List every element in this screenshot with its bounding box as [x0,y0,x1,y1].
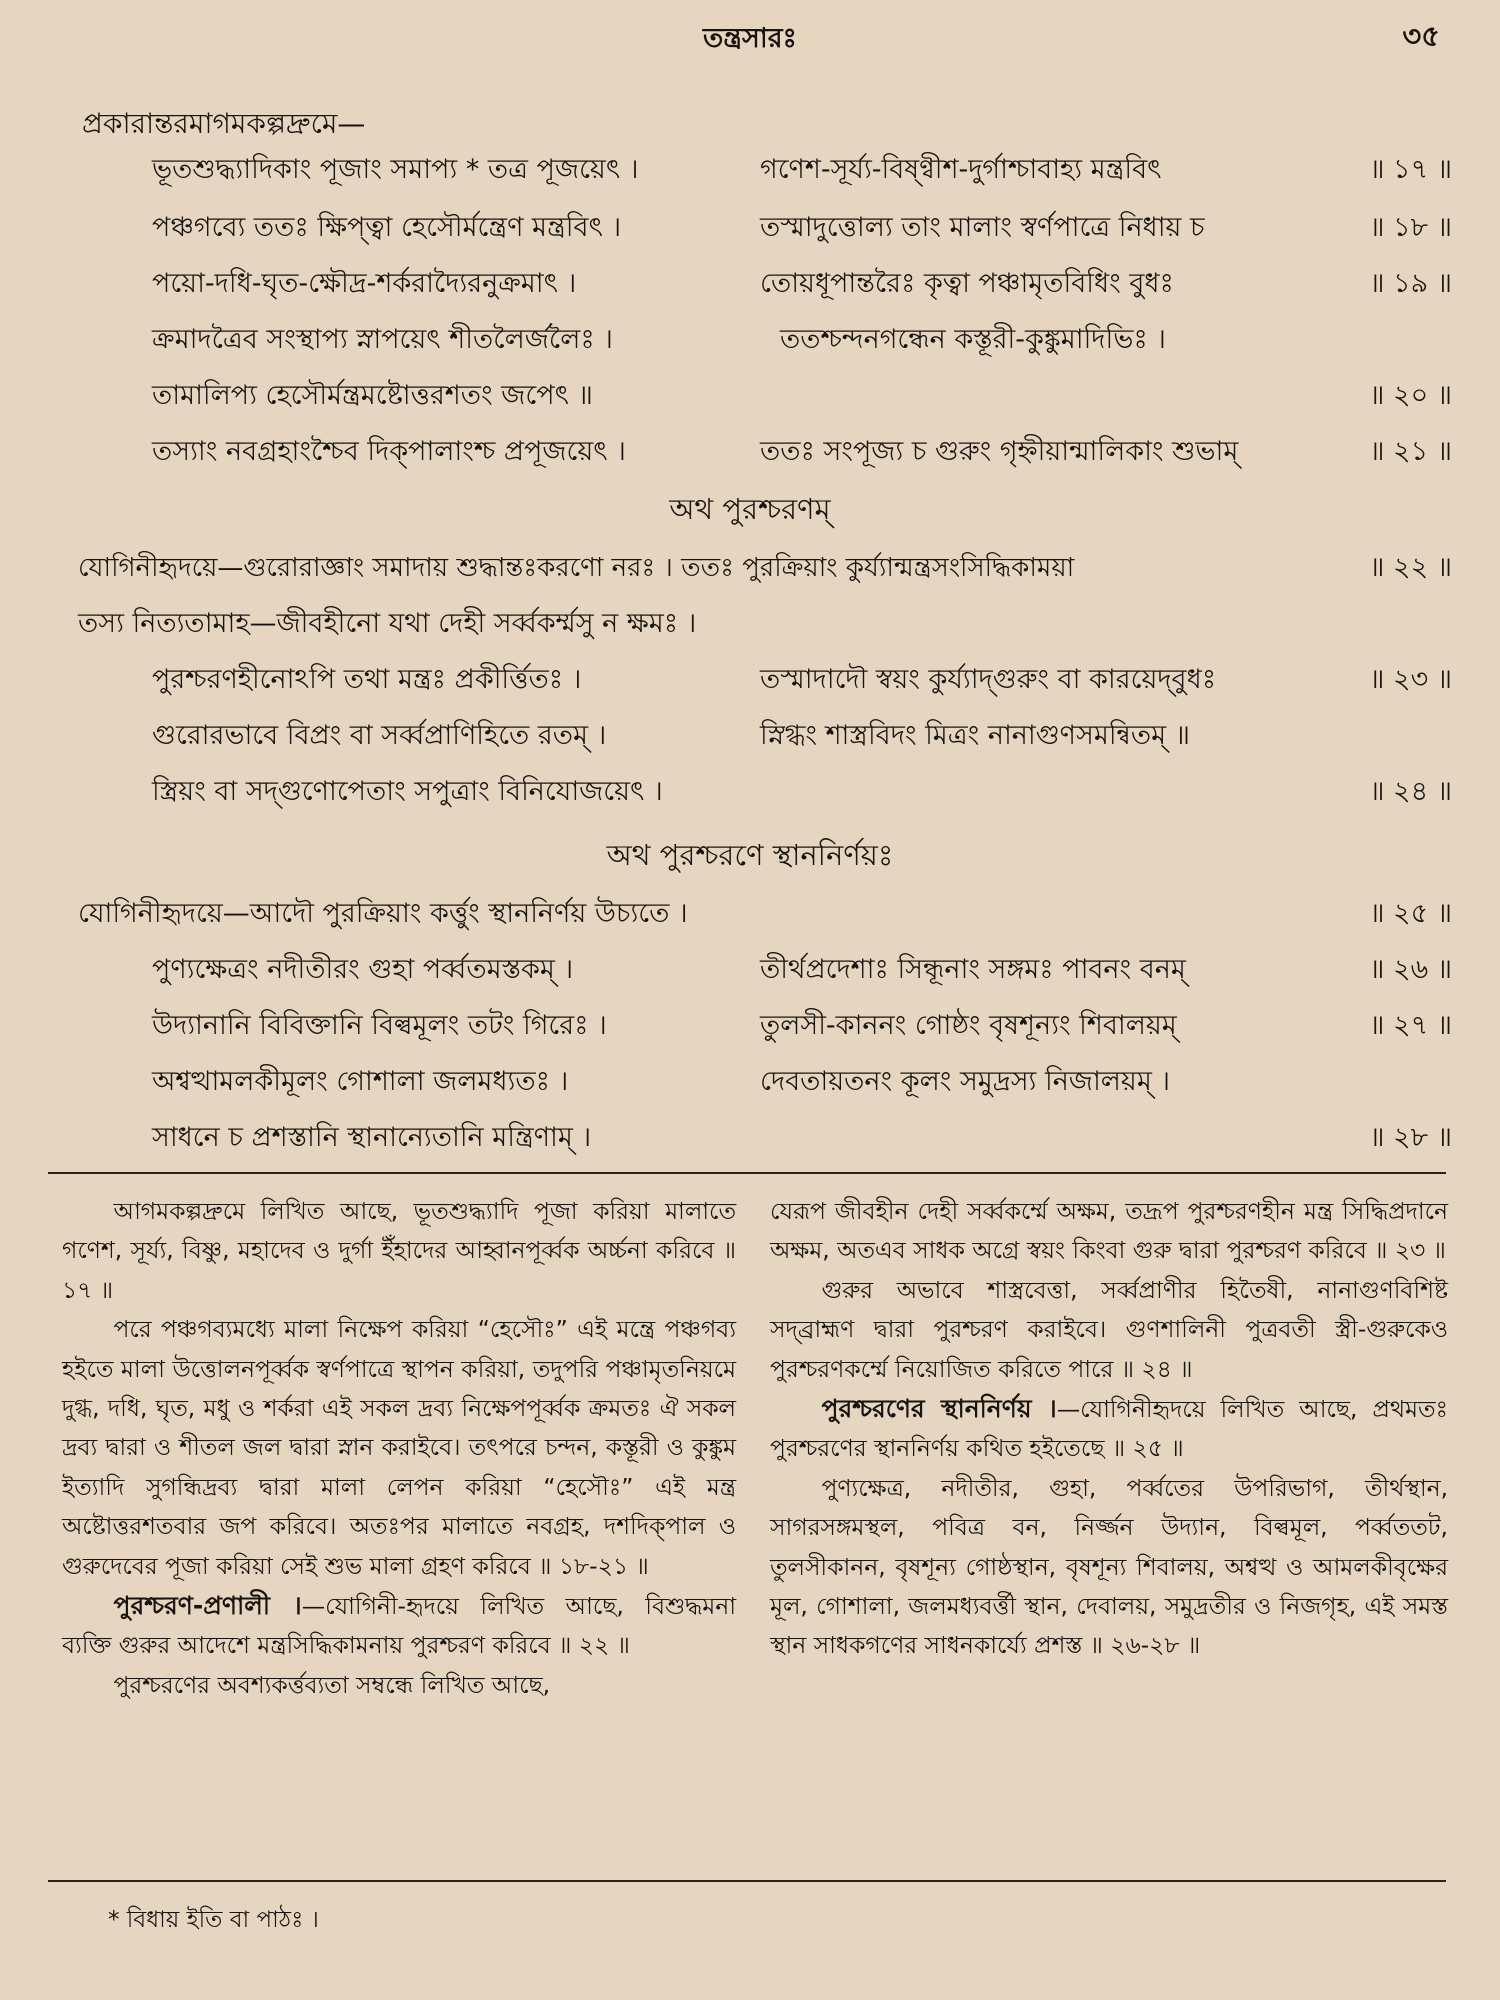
verse-number: ॥ ২০ ॥ [1369,380,1452,411]
verse-half-b: তস্মাদুত্তোল্য তাং মালাং স্বর্ণপাত্রে নিধায় চ [760,212,1205,243]
commentary-paragraph: পরে পঞ্চগব্যমধ্যে মালা নিক্ষেপ করিয়া “হেসৌঃ” এই মন্ত্রে পঞ্চগব্য হইতে মালা উত্তোলনপূর্ব্বক স্বর্ণপাত্রে স্থাপন করিয়া, তদুপরি পঞ্চামৃতনিয়মে দুগ্ধ, দধি, ঘৃত, মধু ও শর্করা এই সকল দ্রব্য নিক্ষেপপূর্ব্বক ক্রমতঃ ঐ সকল দ্রব্য দ্বারা ও শীতল জল দ্বারা স্নান করাইবে। তৎপরে চন্দন, কস্তূরী ও কুঙ্কুম ইত্যাদি সুগন্ধিদ্রব্য দ্বারা মালা লেপন করিয়া “হেসৌঃ” এই মন্ত্র অষ্টোত্তরশতবার জপ করিবে। অতঃপর মালাতে নবগ্রহ, দশদিক্‌পাল ও গুরুদেবের পূজা করিয়া সেই শুভ মালা গ্রহণ করিবে ॥ ১৮-২১ ॥ [62,1315,736,1580]
verse-half-a: উদ্যানানি বিবিক্তানি বিল্বমূলং তটং গিরেঃ । [152,1010,607,1041]
intro-line: প্রকারান্তরমাগমকল্পদ্রুমে— [82,107,366,140]
verse-half-b: তুলসী-কাননং গোষ্ঠং বৃষশূন্যং শিবালয়ম্‌ [760,1010,1177,1041]
verse-line: তস্য নিত্যতামাহ—জীবহীনো যথা দেহী সর্ব্বকর্ম্মসু ন ক্ষমঃ । [78,608,697,639]
verse-number: ॥ ২২ ॥ [1369,552,1452,583]
verse-half-b: তোয়ধূপান্তরৈঃ কৃত্বা পঞ্চামৃতবিধিং বুধঃ [760,268,1174,299]
verse-half-b: ততঃ সংপূজ্য চ গুরুং গৃহ্নীয়ান্মালিকাং শুভাম্‌ [760,436,1239,467]
commentary-paragraph: আগমকল্পদ্রুমে লিখিত আছে, ভূতশুদ্ধ্যাদি পূজা করিয়া মালাতে গণেশ, সূর্য্য, বিষ্ণু, মহাদেব ও দুর্গা ইঁহাদের আহ্বানপূর্ব্বক অর্চ্চনা করিবে ॥ ১৭ ॥ [62,1197,736,1304]
verse-half-b: তীর্থপ্রদেশাঃ সিন্ধূনাং সঙ্গমঃ পাবনং বনম্‌ [760,954,1186,985]
section-heading: অথ পুরশ্চরণম্‌ [669,492,831,526]
verse-half-a: পঞ্চগব্যে ততঃ ক্ষিপ্‌ত্বা হেসৌর্মন্ত্রেণ মন্ত্রবিৎ । [152,212,622,243]
subheading: পুরশ্চরণের স্থাননির্ণয় । [821,1394,1057,1424]
subheading: পুরশ্চরণ-প্রণালী । [113,1591,302,1621]
verse-half-a: সাধনে চ প্রশস্তানি স্থানান্যেতানি মন্ত্রিণাম্‌ । [152,1122,592,1153]
verse-half-a: গুরোরভাবে বিপ্রং বা সর্ব্বপ্রাণিহিতে রতম্‌ । [152,720,607,751]
verse-half-b: স্নিগ্ধং শাস্ত্রবিদং মিত্রং নানাগুণসমন্বিতম্‌ ॥ [760,720,1190,751]
page-title: তন্ত্রসারঃ [703,23,797,54]
verse-half-a: অশ্বত্থামলকীমূলং গোশালা জলমধ্যতঃ । [152,1066,569,1097]
verse-number: ॥ ২৭ ॥ [1369,1010,1452,1041]
verse-half-a: পুণ্যক্ষেত্রং নদীতীরং গুহা পর্ব্বতমস্তকম্‌ । [152,954,574,985]
verse-half-a: স্ত্রিয়ং বা সদ্‌গুণোপেতাং সপুত্রাং বিনিযোজয়েৎ । [152,776,663,807]
verse-number: ॥ ২১ ॥ [1369,436,1452,467]
verse-half-b: দেবতায়তনং কূলং সমুদ্রস্য নিজালয়ম্‌ । [760,1066,1171,1097]
verse-number: ॥ ২৫ ॥ [1369,898,1452,929]
commentary-paragraph: গুরুর অভাবে শাস্ত্রবেত্তা, সর্ব্বপ্রাণীর হিতৈষী, নানাগুণবিশিষ্ট সদ্‌ব্রাহ্মণ দ্বারা পুরশ্চরণ করাইবে। গুণশালিনী পুত্রবতী স্ত্রী-গুরুকেও পুরশ্চরণকর্ম্মে নিয়োজিত করিতে পারে ॥ ২৪ ॥ [770,1275,1448,1383]
verse-half-b: তস্মাদাদৌ স্বয়ং কুর্য্যাদ্‌গুরুং বা কারয়েদ্‌বুধঃ [760,664,1217,695]
verse-number: ॥ ২৪ ॥ [1369,776,1452,807]
verse-half-a: পয়ো-দধি-ঘৃত-ক্ষৌদ্র-শর্করাদ্যৈরনুক্রমাৎ । [152,268,577,299]
verse-line: যোগিনীহৃদয়ে—আদৌ পুরক্রিয়াং কর্ত্তুং স্থাননির্ণয় উচ্যতে । [78,898,688,929]
footnote: * বিধায় ইতি বা পাঠঃ । [108,1907,319,1933]
commentary-paragraph: পুরশ্চরণ-প্রণালী ।—যোগিনী-হৃদয়ে লিখিত আছে, বিশুদ্ধমনা ব্যক্তি গুরুর আদেশে মন্ত্রসিদ্ধিকামনায় পুরশ্চরণ করিবে ॥ ২২ ॥ [62,1591,737,1660]
verse-number: ॥ ২৮ ॥ [1369,1122,1452,1153]
verse-number: ॥ ২৩ ॥ [1369,664,1452,695]
verse-line: যোগিনীহৃদয়ে—গুরোরাজ্ঞাং সমাদায় শুদ্ধান্তঃকরণো নরঃ । ততঃ পুরক্রিয়াং কুর্য্যান্মন্ত্রসংসিদ্ধিকাময়া [78,553,1075,583]
verse-number: ॥ ১৮ ॥ [1369,212,1452,243]
verse-half-a: তামালিপ্য হেসৌর্মন্ত্রমষ্টোত্তরশতং জপেৎ ॥ [152,380,593,411]
verse-half-a: ভূতশুদ্ধ্যাদিকাং পূজাং সমাপ্য * তত্র পূজয়েৎ । [152,154,639,185]
verse-half-a: তস্যাং নবগ্রহাংশ্চৈব দিক্‌পালাংশ্চ প্রপূজয়েৎ । [152,436,626,467]
page-number: ৩৫ [1402,19,1440,53]
divider [48,1172,1446,1174]
verse-number: ॥ ১৭ ॥ [1369,154,1452,185]
verse-half-b: ততশ্চন্দনগন্ধেন কস্তূরী-কুঙ্কুমাদিভিঃ । [780,324,1166,355]
commentary-paragraph: যেরূপ জীবহীন দেহী সর্ব্বকর্ম্মে অক্ষম, তদ্রূপ পুরশ্চরণহীন মন্ত্র সিদ্ধিপ্রদানে অক্ষম, অতএব সাধক অগ্রে স্বয়ং কিংবা গুরু দ্বারা পুরশ্চরণ করিবে ॥ ২৩ ॥ [770,1197,1448,1265]
commentary-paragraph: পুণ্যক্ষেত্র, নদীতীর, গুহা, পর্ব্বতের উপরিভাগ, তীর্থস্থান, সাগরসঙ্গমস্থল, পবিত্র বন, নির্জ্জন উদ্যান, বিল্বমূল, পর্ব্বততট, তুলসীকানন, বৃষশূন্য গোষ্ঠস্থান, বৃষশূন্য শিবালয়, অশ্বত্থ ও আমলকীবৃক্ষের মূল, গোশালা, জলমধ্যবর্ত্তী স্থান, দেবালয়, সমুদ্রতীর ও নিজগৃহ, এই সমস্ত স্থান সাধকগণের সাধনকার্য্যে প্রশস্ত ॥ ২৬-২৮ ॥ [770,1473,1448,1660]
verse-number: ॥ ২৬ ॥ [1369,954,1452,985]
section-heading: অথ পুরশ্চরণে স্থাননির্ণয়ঃ [606,838,894,872]
divider [48,1880,1446,1882]
verse-half-b: গণেশ-সূর্য্য-বিষ্ণ্বীশ-দুর্গাশ্চাবাহ্য মন্ত্রবিৎ [760,154,1162,185]
verse-number: ॥ ১৯ ॥ [1369,268,1452,299]
commentary-left-column [62,1192,736,1705]
verse-half-a: ক্রমাদত্রৈব সংস্থাপ্য স্নাপয়েৎ শীতলৈর্জলৈঃ । [152,324,613,355]
verse-half-a: পুরশ্চরণহীনোঽপি তথা মন্ত্রঃ প্রকীর্ত্তিতঃ । [152,664,582,695]
commentary-paragraph: পুরশ্চরণের অবশ্যকর্ত্তব্যতা সম্বন্ধে লিখিত আছে, [113,1670,551,1699]
commentary-right-column [770,1192,1448,1666]
commentary-paragraph: পুরশ্চরণের স্থাননির্ণয় ।—যোগিনীহৃদয়ে লিখিত আছে, প্রথমতঃ পুরশ্চরণের স্থাননির্ণয় কথিত হইতেছে ॥ ২৫ ॥ [770,1394,1448,1463]
